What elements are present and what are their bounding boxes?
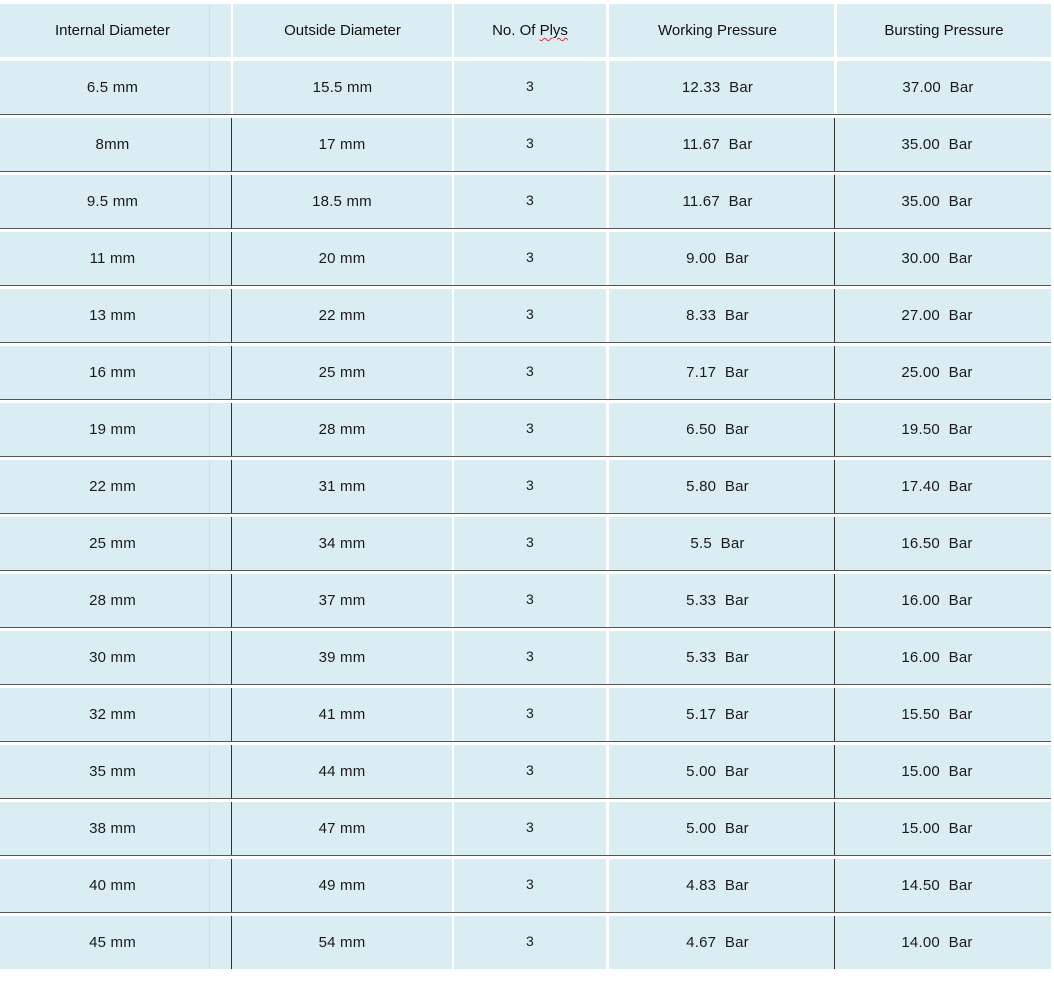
cell-internal-diameter-text: 8mm: [95, 136, 130, 153]
cell-internal-diameter-text: 32 mm: [89, 706, 136, 723]
row-divider: [0, 570, 1051, 571]
row-divider: [0, 228, 1051, 229]
row-divider: [0, 342, 1051, 343]
cell-internal-diameter-text: 13 mm: [89, 307, 136, 324]
cell-outside-diameter: [231, 802, 452, 855]
table-row: [0, 118, 1051, 171]
cell-no-of-plys-text: 3: [526, 647, 534, 664]
cell-bursting-pressure: [834, 916, 1051, 969]
column-spacer: [209, 118, 231, 171]
cell-working-pressure: [606, 574, 834, 627]
cell-outside-diameter: [231, 346, 452, 399]
cell-outside-diameter-text: 41 mm: [318, 706, 366, 723]
cell-outside-diameter: [231, 289, 452, 342]
cell-bursting-pressure-text: 16.00 Bar: [901, 649, 973, 666]
cell-bursting-pressure-text: 14.50 Bar: [901, 877, 973, 894]
cell-no-of-plys: [452, 859, 606, 912]
column-spacer: [209, 916, 231, 969]
cell-working-pressure-text: 5.00 Bar: [686, 820, 749, 837]
cell-internal-diameter: [0, 460, 209, 513]
row-divider: [0, 798, 1051, 799]
cell-outside-diameter-text: 20 mm: [318, 250, 366, 267]
cell-internal-diameter: [0, 916, 209, 969]
cell-working-pressure: [606, 118, 834, 171]
cell-working-pressure: [606, 175, 834, 228]
cell-bursting-pressure: [834, 859, 1051, 912]
cell-outside-diameter-text: 34 mm: [318, 535, 366, 552]
header-bursting-pressure: Bursting Pressure: [834, 4, 1051, 57]
cell-working-pressure-text: 7.17 Bar: [686, 364, 749, 381]
column-spacer: [209, 232, 231, 285]
cell-bursting-pressure-text: 16.00 Bar: [901, 592, 973, 609]
cell-internal-diameter: [0, 289, 209, 342]
column-spacer: [209, 745, 231, 798]
column-spacer: [209, 517, 231, 570]
cell-no-of-plys: [452, 403, 606, 456]
cell-outside-diameter: [231, 916, 452, 969]
cell-working-pressure-text: 5.00 Bar: [686, 763, 749, 780]
column-spacer: [209, 688, 231, 741]
cell-outside-diameter: [231, 61, 452, 114]
cell-outside-diameter-text: 15.5 mm: [312, 79, 373, 96]
cell-no-of-plys: [452, 802, 606, 855]
cell-bursting-pressure-text: 35.00 Bar: [901, 193, 973, 210]
cell-no-of-plys: [452, 517, 606, 570]
cell-outside-diameter-text: 18.5 mm: [312, 193, 372, 210]
cell-no-of-plys: [452, 346, 606, 399]
cell-internal-diameter-text: 30 mm: [89, 649, 136, 666]
cell-internal-diameter-text: 25 mm: [89, 535, 136, 552]
cell-bursting-pressure: [834, 460, 1051, 513]
cell-bursting-pressure-text: 15.50 Bar: [901, 706, 973, 723]
cell-bursting-pressure: [834, 61, 1051, 114]
table-row: [0, 175, 1051, 228]
cell-working-pressure-text: 12.33 Bar: [681, 79, 754, 96]
table-row: [0, 916, 1051, 969]
cell-bursting-pressure: [834, 631, 1051, 684]
row-divider: [0, 912, 1051, 913]
row-divider: [0, 684, 1051, 685]
cell-working-pressure-text: 8.33 Bar: [686, 307, 749, 324]
row-divider: [0, 399, 1051, 400]
row-divider: [0, 855, 1051, 856]
cell-working-pressure: [606, 517, 834, 570]
cell-bursting-pressure: [834, 232, 1051, 285]
cell-bursting-pressure: [834, 175, 1051, 228]
column-spacer: [209, 460, 231, 513]
cell-bursting-pressure: [834, 118, 1051, 171]
column-spacer: [209, 175, 231, 228]
cell-internal-diameter-text: 11 mm: [89, 250, 136, 267]
row-divider: [0, 456, 1051, 457]
cell-bursting-pressure: [834, 688, 1051, 741]
cell-outside-diameter-text: 47 mm: [318, 820, 366, 837]
table-row: [0, 403, 1051, 456]
cell-bursting-pressure: [834, 745, 1051, 798]
cell-no-of-plys: [452, 61, 606, 114]
cell-bursting-pressure: [834, 346, 1051, 399]
cell-working-pressure: [606, 61, 834, 114]
cell-internal-diameter: [0, 232, 209, 285]
cell-working-pressure: [606, 403, 834, 456]
cell-outside-diameter: [231, 175, 452, 228]
cell-bursting-pressure-text: 15.00 Bar: [901, 820, 973, 837]
cell-internal-diameter-text: 45 mm: [89, 934, 136, 951]
cell-outside-diameter-text: 25 mm: [318, 364, 366, 381]
cell-no-of-plys-text: 3: [526, 248, 534, 265]
cell-internal-diameter-text: 35 mm: [89, 763, 136, 780]
cell-no-of-plys: [452, 118, 606, 171]
table-row: [0, 631, 1051, 684]
column-spacer: [209, 61, 231, 114]
cell-working-pressure: [606, 631, 834, 684]
cell-no-of-plys: [452, 631, 606, 684]
cell-internal-diameter: [0, 346, 209, 399]
cell-no-of-plys-text: 3: [526, 419, 534, 436]
row-divider: [0, 741, 1051, 742]
table-row: [0, 346, 1051, 399]
header-working-pressure: Working Pressure: [606, 4, 834, 57]
cell-internal-diameter: [0, 517, 209, 570]
cell-outside-diameter: [231, 118, 452, 171]
cell-outside-diameter: [231, 859, 452, 912]
cell-no-of-plys-text: 3: [526, 134, 534, 151]
cell-working-pressure-text: 6.50 Bar: [686, 421, 749, 438]
cell-internal-diameter-text: 19 mm: [89, 421, 136, 438]
cell-outside-diameter: [231, 688, 452, 741]
column-spacer: [209, 403, 231, 456]
cell-bursting-pressure: [834, 517, 1051, 570]
cell-working-pressure-text: 5.5 Bar: [690, 535, 745, 552]
cell-bursting-pressure-text: 25.00 Bar: [901, 364, 973, 381]
header-no-of-plys-prefix: No. Of: [492, 22, 540, 39]
table-row: [0, 802, 1051, 855]
column-spacer: [209, 289, 231, 342]
cell-working-pressure: [606, 916, 834, 969]
cell-bursting-pressure: [834, 403, 1051, 456]
column-spacer: [209, 574, 231, 627]
cell-no-of-plys-text: 3: [526, 761, 534, 778]
cell-no-of-plys-text: 3: [526, 191, 534, 208]
cell-no-of-plys: [452, 175, 606, 228]
cell-bursting-pressure-text: 27.00 Bar: [901, 307, 973, 324]
cell-working-pressure-text: 4.83 Bar: [686, 877, 749, 894]
cell-working-pressure: [606, 745, 834, 798]
cell-internal-diameter-text: 28 mm: [89, 592, 136, 609]
cell-outside-diameter: [231, 574, 452, 627]
cell-internal-diameter-text: 38 mm: [89, 820, 136, 837]
cell-outside-diameter: [231, 403, 452, 456]
cell-working-pressure-text: 5.80 Bar: [686, 478, 749, 495]
cell-internal-diameter: [0, 61, 209, 114]
cell-no-of-plys-text: 3: [526, 932, 534, 949]
table-row: [0, 574, 1051, 627]
cell-internal-diameter-text: 16 mm: [89, 364, 136, 381]
hose-spec-table: [0, 4, 1051, 969]
column-spacer: [209, 631, 231, 684]
cell-no-of-plys: [452, 745, 606, 798]
cell-internal-diameter: [0, 574, 209, 627]
cell-internal-diameter: [0, 631, 209, 684]
table-row: [0, 859, 1051, 912]
header-outside-diameter: Outside Diameter: [231, 4, 452, 57]
cell-bursting-pressure-text: 35.00 Bar: [901, 136, 973, 153]
cell-bursting-pressure: [834, 289, 1051, 342]
cell-working-pressure: [606, 346, 834, 399]
cell-outside-diameter-text: 54 mm: [318, 934, 366, 951]
cell-no-of-plys-text: 3: [526, 77, 534, 94]
table-row: [0, 745, 1051, 798]
table-row: [0, 289, 1051, 342]
cell-internal-diameter: [0, 859, 209, 912]
cell-bursting-pressure: [834, 802, 1051, 855]
cell-outside-diameter-text: 22 mm: [318, 307, 366, 324]
cell-bursting-pressure-text: 30.00 Bar: [901, 250, 973, 267]
cell-internal-diameter: [0, 802, 209, 855]
cell-bursting-pressure: [834, 574, 1051, 627]
row-divider: [0, 627, 1051, 628]
cell-bursting-pressure-text: 19.50 Bar: [901, 421, 973, 438]
cell-internal-diameter: [0, 688, 209, 741]
cell-bursting-pressure-text: 37.00 Bar: [902, 79, 974, 96]
cell-working-pressure-text: 9.00 Bar: [686, 250, 749, 267]
cell-working-pressure: [606, 859, 834, 912]
cell-no-of-plys-text: 3: [526, 305, 534, 322]
cell-outside-diameter: [231, 460, 452, 513]
cell-bursting-pressure-text: 14.00 Bar: [901, 934, 973, 951]
cell-internal-diameter-text: 40 mm: [89, 877, 136, 894]
cell-outside-diameter-text: 31 mm: [318, 478, 366, 495]
cell-outside-diameter: [231, 232, 452, 285]
cell-outside-diameter-text: 37 mm: [318, 592, 366, 609]
column-spacer: [209, 859, 231, 912]
cell-outside-diameter: [231, 517, 452, 570]
cell-bursting-pressure-text: 17.40 Bar: [901, 478, 973, 495]
column-spacer: [209, 802, 231, 855]
row-divider: [0, 114, 1051, 115]
cell-no-of-plys-text: 3: [526, 704, 534, 721]
cell-working-pressure: [606, 289, 834, 342]
cell-working-pressure: [606, 232, 834, 285]
header-no-of-plys: [452, 4, 606, 57]
cell-no-of-plys-text: 3: [526, 476, 534, 493]
cell-working-pressure-text: 4.67 Bar: [686, 934, 749, 951]
column-spacer: [209, 346, 231, 399]
row-divider: [0, 513, 1051, 514]
cell-working-pressure: [606, 688, 834, 741]
column-spacer: [209, 4, 231, 57]
cell-working-pressure-text: 5.17 Bar: [686, 706, 749, 723]
table-header-row: [0, 4, 1051, 57]
cell-outside-diameter-text: 28 mm: [318, 421, 366, 438]
cell-outside-diameter: [231, 631, 452, 684]
cell-no-of-plys-text: 3: [526, 590, 534, 607]
header-no-of-plys-word: Plys: [539, 22, 568, 39]
table-row: [0, 517, 1051, 570]
cell-working-pressure-text: 11.67 Bar: [682, 193, 753, 210]
cell-outside-diameter-text: 49 mm: [318, 877, 366, 894]
cell-no-of-plys: [452, 688, 606, 741]
table-row: [0, 61, 1051, 114]
cell-internal-diameter: [0, 175, 209, 228]
table-row: [0, 460, 1051, 513]
cell-working-pressure-text: 5.33 Bar: [686, 649, 749, 666]
cell-no-of-plys: [452, 232, 606, 285]
cell-no-of-plys-text: 3: [526, 875, 534, 892]
table-row: [0, 688, 1051, 741]
cell-working-pressure: [606, 460, 834, 513]
cell-working-pressure-text: 5.33 Bar: [686, 592, 749, 609]
cell-outside-diameter-text: 44 mm: [318, 763, 366, 780]
row-divider: [0, 171, 1051, 172]
cell-no-of-plys: [452, 289, 606, 342]
cell-internal-diameter-text: 22 mm: [89, 478, 136, 495]
table-body: [0, 61, 1051, 969]
cell-internal-diameter: [0, 118, 209, 171]
cell-internal-diameter-text: 9.5 mm: [86, 193, 139, 210]
cell-internal-diameter: [0, 745, 209, 798]
cell-no-of-plys-text: 3: [526, 818, 534, 835]
cell-no-of-plys-text: 3: [526, 362, 534, 379]
cell-no-of-plys-text: 3: [526, 533, 534, 550]
cell-internal-diameter: [0, 403, 209, 456]
cell-internal-diameter-text: 6.5 mm: [86, 79, 139, 96]
cell-outside-diameter-text: 17 mm: [318, 136, 366, 153]
cell-working-pressure-text: 11.67 Bar: [682, 136, 753, 153]
row-divider: [0, 285, 1051, 286]
cell-working-pressure: [606, 802, 834, 855]
cell-outside-diameter-text: 39 mm: [318, 649, 366, 666]
cell-bursting-pressure-text: 16.50 Bar: [901, 535, 973, 552]
table-row: [0, 232, 1051, 285]
cell-bursting-pressure-text: 15.00 Bar: [901, 763, 973, 780]
cell-no-of-plys: [452, 460, 606, 513]
cell-outside-diameter: [231, 745, 452, 798]
header-internal-diameter: Internal Diameter: [0, 4, 209, 57]
cell-no-of-plys: [452, 574, 606, 627]
cell-no-of-plys: [452, 916, 606, 969]
